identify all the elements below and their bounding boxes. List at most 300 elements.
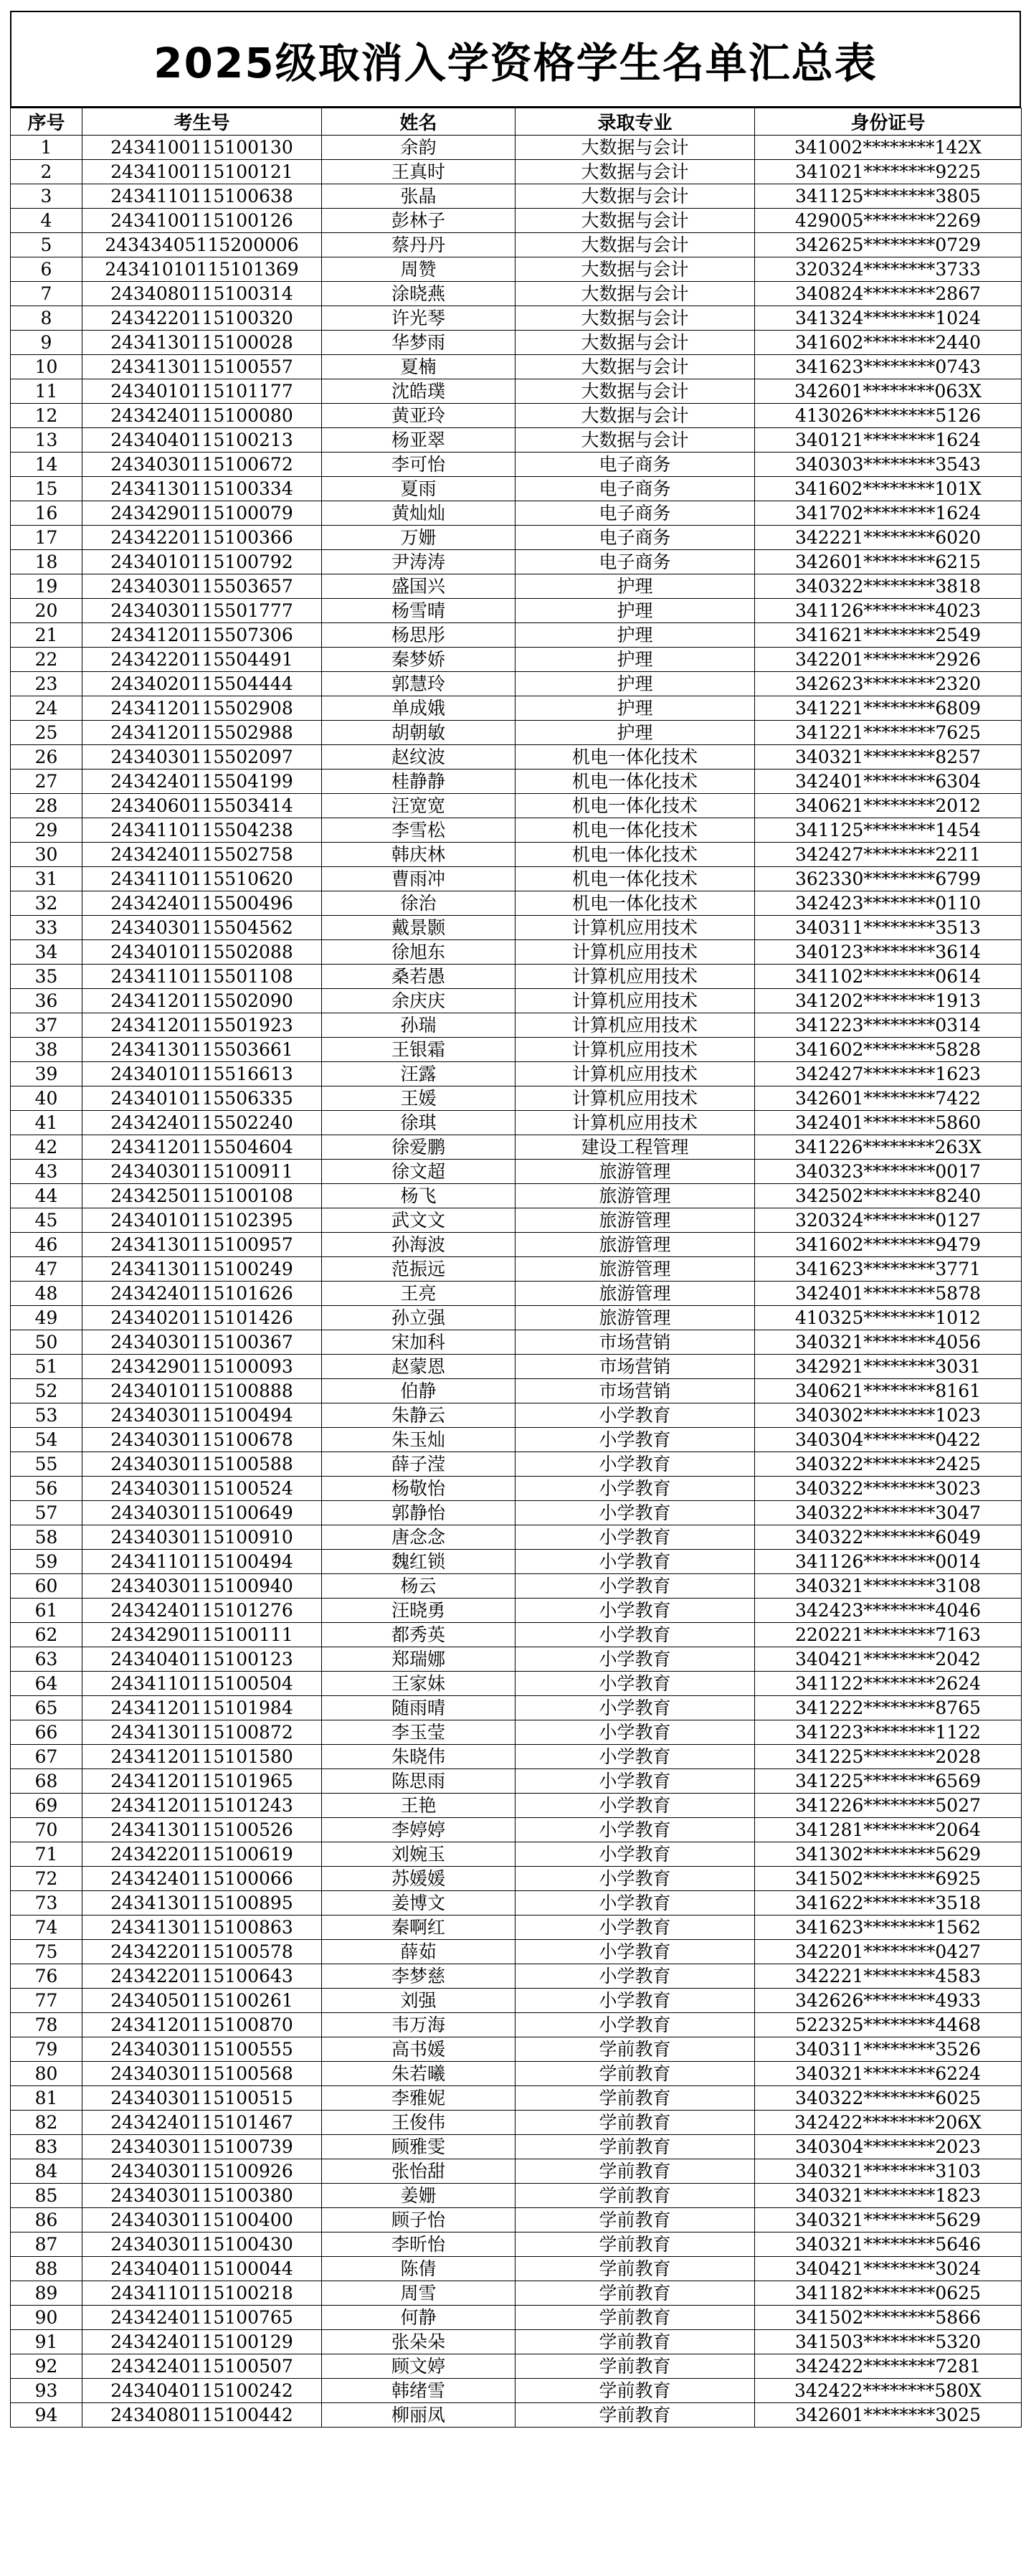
cell-name: 王银霜 [322,1038,516,1062]
table-row [11,1135,1022,1160]
cell-name: 郭慧玲 [322,672,516,696]
cell-major: 电子商务 [516,477,755,501]
cell-id-number: 340322********2425 [755,1452,1022,1477]
cell-name: 夏雨 [322,477,516,501]
cell-major: 护理 [516,696,755,721]
cell-name: 杨云 [322,1574,516,1599]
cell-exam-number: 2434110115510620 [82,867,322,891]
cell-index: 87 [11,2232,82,2257]
cell-index: 40 [11,1086,82,1111]
table-row [11,160,1022,184]
cell-major: 大数据与会计 [516,428,755,453]
cell-exam-number: 2434110115100218 [82,2281,322,2306]
cell-exam-number: 2434030115100911 [82,1160,322,1184]
cell-index: 64 [11,1672,82,1696]
cell-index: 12 [11,404,82,428]
cell-major: 机电一体化技术 [516,891,755,916]
cell-id-number: 341202********1913 [755,989,1022,1013]
cell-major: 学前教育 [516,2306,755,2330]
cell-major: 旅游管理 [516,1208,755,1233]
cell-major: 旅游管理 [516,1257,755,1282]
cell-index: 19 [11,574,82,599]
cell-index: 71 [11,1842,82,1867]
cell-major: 护理 [516,599,755,623]
cell-index: 18 [11,550,82,574]
cell-exam-number: 2434010115502088 [82,940,322,965]
cell-major: 学前教育 [516,2208,755,2232]
cell-exam-number: 2434030115100367 [82,1330,322,1355]
table-row [11,1794,1022,1818]
cell-name: 朱若曦 [322,2062,516,2086]
cell-major: 小学教育 [516,1672,755,1696]
cell-exam-number: 2434130115100334 [82,477,322,501]
table-row [11,940,1022,965]
table-row [11,136,1022,160]
cell-index: 83 [11,2135,82,2159]
table-row [11,2403,1022,2428]
table-row [11,1769,1022,1794]
cell-exam-number: 2434120115101965 [82,1769,322,1794]
cell-major: 大数据与会计 [516,379,755,404]
cell-id-number: 342201********0427 [755,1940,1022,1964]
cell-index: 67 [11,1745,82,1769]
page-title: 2025级取消入学资格学生名单汇总表 [10,11,1021,108]
cell-index: 15 [11,477,82,501]
table-row [11,184,1022,209]
table-row [11,404,1022,428]
cell-name: 唐念念 [322,1525,516,1550]
cell-id-number: 340302********1023 [755,1403,1022,1428]
cell-id-number: 341125********3805 [755,184,1022,209]
table-row [11,1013,1022,1038]
cell-exam-number: 2434110115100504 [82,1672,322,1696]
cell-major: 小学教育 [516,1916,755,1940]
cell-exam-number: 2434130115100249 [82,1257,322,1282]
table-row [11,843,1022,867]
cell-exam-number: 2434030115100739 [82,2135,322,2159]
cell-name: 蔡丹丹 [322,233,516,257]
cell-name: 李昕怡 [322,2232,516,2257]
table-row [11,1696,1022,1720]
cell-id-number: 341122********2624 [755,1672,1022,1696]
cell-id-number: 340321********1823 [755,2184,1022,2208]
table-row [11,1550,1022,1574]
cell-id-number: 342423********0110 [755,891,1022,916]
cell-id-number: 341225********2028 [755,1745,1022,1769]
cell-index: 48 [11,1282,82,1306]
cell-name: 涂晓燕 [322,282,516,306]
table-row [11,1111,1022,1135]
cell-id-number: 341223********1122 [755,1720,1022,1745]
cell-index: 26 [11,745,82,770]
cell-exam-number: 2434130115100557 [82,355,322,379]
cell-id-number: 340321********5629 [755,2208,1022,2232]
table-row [11,696,1022,721]
cell-major: 小学教育 [516,1696,755,1720]
cell-major: 小学教育 [516,1818,755,1842]
sheet [10,11,1021,2428]
cell-major: 护理 [516,574,755,599]
cell-exam-number: 2434240115100129 [82,2330,322,2354]
cell-index: 77 [11,1989,82,2013]
cell-name: 苏媛媛 [322,1867,516,1891]
cell-exam-number: 2434120115502988 [82,721,322,745]
cell-major: 大数据与会计 [516,404,755,428]
cell-exam-number: 2434120115501923 [82,1013,322,1038]
cell-id-number: 342422********580X [755,2379,1022,2403]
cell-index: 23 [11,672,82,696]
cell-index: 41 [11,1111,82,1135]
cell-index: 2 [11,160,82,184]
cell-id-number: 341226********5027 [755,1794,1022,1818]
cell-id-number: 340421********3024 [755,2257,1022,2281]
cell-major: 大数据与会计 [516,282,755,306]
cell-major: 学前教育 [516,2281,755,2306]
cell-name: 郭静怡 [322,1501,516,1525]
cell-index: 82 [11,2111,82,2135]
cell-exam-number: 2434030115100940 [82,1574,322,1599]
table-row [11,1428,1022,1452]
table-row [11,1672,1022,1696]
table-row [11,1403,1022,1428]
table-row [11,1379,1022,1403]
cell-id-number: 341281********2064 [755,1818,1022,1842]
cell-id-number: 341226********263X [755,1135,1022,1160]
table-row [11,1989,1022,2013]
cell-exam-number: 2434240115100765 [82,2306,322,2330]
table-row [11,721,1022,745]
cell-exam-number: 2434030115100494 [82,1403,322,1428]
cell-major: 大数据与会计 [516,160,755,184]
cell-index: 42 [11,1135,82,1160]
cell-id-number: 342601********063X [755,379,1022,404]
cell-exam-number: 2434040115100123 [82,1647,322,1672]
cell-index: 28 [11,794,82,818]
table-row [11,1818,1022,1842]
cell-name: 余庆庆 [322,989,516,1013]
cell-index: 89 [11,2281,82,2306]
header-exam-number: 考生号 [82,108,322,136]
cell-id-number: 320324********3733 [755,257,1022,282]
cell-id-number: 341602********2440 [755,331,1022,355]
cell-major: 小学教育 [516,1867,755,1891]
cell-major: 学前教育 [516,2354,755,2379]
cell-major: 旅游管理 [516,1184,755,1208]
cell-name: 陈倩 [322,2257,516,2281]
cell-exam-number: 2434040115100242 [82,2379,322,2403]
table-row [11,1038,1022,1062]
cell-exam-number: 2434030115100515 [82,2086,322,2111]
cell-id-number: 340304********0422 [755,1428,1022,1452]
table-row [11,282,1022,306]
cell-index: 74 [11,1916,82,1940]
cell-id-number: 341302********5629 [755,1842,1022,1867]
cell-id-number: 341182********0625 [755,2281,1022,2306]
cell-name: 随雨晴 [322,1696,516,1720]
cell-index: 29 [11,818,82,843]
header-id-number: 身份证号 [755,108,1022,136]
cell-index: 61 [11,1599,82,1623]
table-row [11,1745,1022,1769]
cell-exam-number: 2434030115100555 [82,2037,322,2062]
cell-index: 30 [11,843,82,867]
cell-major: 学前教育 [516,2379,755,2403]
cell-name: 张晶 [322,184,516,209]
cell-exam-number: 2434030115100649 [82,1501,322,1525]
cell-exam-number: 2434080115100442 [82,2403,322,2428]
cell-exam-number: 2434100115100121 [82,160,322,184]
table-row [11,989,1022,1013]
cell-index: 36 [11,989,82,1013]
cell-exam-number: 2434030115100430 [82,2232,322,2257]
cell-id-number: 341602********5828 [755,1038,1022,1062]
cell-exam-number: 2434220115100320 [82,306,322,331]
cell-name: 薛茹 [322,1940,516,1964]
cell-exam-number: 2434030115100672 [82,453,322,477]
cell-id-number: 342401********5878 [755,1282,1022,1306]
cell-name: 伯静 [322,1379,516,1403]
cell-id-number: 342601********3025 [755,2403,1022,2428]
cell-major: 计算机应用技术 [516,1038,755,1062]
table-row [11,2184,1022,2208]
cell-index: 75 [11,1940,82,1964]
table-row [11,1160,1022,1184]
cell-name: 李雪松 [322,818,516,843]
table-row [11,2232,1022,2257]
cell-name: 赵蒙恩 [322,1355,516,1379]
cell-exam-number: 2434010115516613 [82,1062,322,1086]
table-row [11,648,1022,672]
cell-exam-number: 2434220115100366 [82,526,322,550]
cell-major: 旅游管理 [516,1160,755,1184]
cell-name: 徐文超 [322,1160,516,1184]
cell-index: 46 [11,1233,82,1257]
table-row [11,2379,1022,2403]
cell-exam-number: 2434130115100863 [82,1916,322,1940]
cell-id-number: 340321********6224 [755,2062,1022,2086]
table-row [11,1306,1022,1330]
cell-major: 护理 [516,721,755,745]
cell-index: 78 [11,2013,82,2037]
cell-name: 夏楠 [322,355,516,379]
cell-id-number: 342626********4933 [755,1989,1022,2013]
cell-exam-number: 2434080115100314 [82,282,322,306]
table-row [11,1720,1022,1745]
cell-major: 学前教育 [516,2086,755,2111]
cell-name: 朱静云 [322,1403,516,1428]
cell-name: 姜姗 [322,2184,516,2208]
table-row [11,1599,1022,1623]
cell-major: 市场营销 [516,1330,755,1355]
cell-name: 杨雪晴 [322,599,516,623]
cell-exam-number: 2434040115100213 [82,428,322,453]
table-row [11,1257,1022,1282]
cell-exam-number: 2434120115101580 [82,1745,322,1769]
cell-id-number: 342401********6304 [755,770,1022,794]
cell-id-number: 341102********0614 [755,965,1022,989]
cell-major: 大数据与会计 [516,233,755,257]
cell-major: 机电一体化技术 [516,770,755,794]
cell-name: 朱晓伟 [322,1745,516,1769]
cell-index: 68 [11,1769,82,1794]
cell-id-number: 340322********3047 [755,1501,1022,1525]
cell-exam-number: 2434240115101276 [82,1599,322,1623]
cell-exam-number: 2434130115100872 [82,1720,322,1745]
cell-name: 韦万海 [322,2013,516,2037]
cell-exam-number: 2434110115100638 [82,184,322,209]
cell-index: 91 [11,2330,82,2354]
cell-name: 都秀英 [322,1623,516,1647]
table-row [11,1916,1022,1940]
cell-index: 14 [11,453,82,477]
table-row [11,1501,1022,1525]
cell-major: 学前教育 [516,2062,755,2086]
cell-name: 黄灿灿 [322,501,516,526]
table-row [11,2037,1022,2062]
cell-id-number: 341126********0014 [755,1550,1022,1574]
cell-id-number: 340321********8257 [755,745,1022,770]
cell-major: 市场营销 [516,1379,755,1403]
cell-index: 4 [11,209,82,233]
cell-exam-number: 2434010115101177 [82,379,322,404]
cell-name: 汪晓勇 [322,1599,516,1623]
cell-major: 旅游管理 [516,1233,755,1257]
cell-name: 李梦慈 [322,1964,516,1989]
cell-exam-number: 2434240115101467 [82,2111,322,2135]
cell-name: 杨飞 [322,1184,516,1208]
cell-index: 59 [11,1550,82,1574]
cell-exam-number: 2434240115100080 [82,404,322,428]
cell-exam-number: 2434100115100130 [82,136,322,160]
table-row [11,379,1022,404]
table-row [11,2330,1022,2354]
cell-id-number: 522325********4468 [755,2013,1022,2037]
cell-exam-number: 2434250115100108 [82,1184,322,1208]
table-row [11,2086,1022,2111]
cell-exam-number: 2434220115504491 [82,648,322,672]
cell-name: 徐琪 [322,1111,516,1135]
cell-name: 周雪 [322,2281,516,2306]
table-row [11,1355,1022,1379]
cell-name: 万姗 [322,526,516,550]
cell-index: 5 [11,233,82,257]
cell-major: 计算机应用技术 [516,1062,755,1086]
cell-index: 10 [11,355,82,379]
table-row [11,1330,1022,1355]
cell-exam-number: 2434120115502090 [82,989,322,1013]
table-row [11,1525,1022,1550]
cell-index: 54 [11,1428,82,1452]
cell-exam-number: 2434030115100524 [82,1477,322,1501]
table-row [11,2135,1022,2159]
cell-index: 35 [11,965,82,989]
table-row [11,2062,1022,2086]
table-row [11,2111,1022,2135]
cell-exam-number: 2434030115100588 [82,1452,322,1477]
cell-exam-number: 2434060115503414 [82,794,322,818]
cell-exam-number: 2434120115504604 [82,1135,322,1160]
cell-index: 70 [11,1818,82,1842]
cell-index: 7 [11,282,82,306]
cell-index: 90 [11,2306,82,2330]
cell-exam-number: 24341010115101369 [82,257,322,282]
table-row [11,1233,1022,1257]
cell-id-number: 342601********7422 [755,1086,1022,1111]
cell-index: 53 [11,1403,82,1428]
cell-exam-number: 2434020115101426 [82,1306,322,1330]
cell-index: 20 [11,599,82,623]
table-row [11,770,1022,794]
cell-major: 学前教育 [516,2257,755,2281]
cell-index: 43 [11,1160,82,1184]
cell-id-number: 341223********0314 [755,1013,1022,1038]
cell-exam-number: 2434290115100111 [82,1623,322,1647]
cell-exam-number: 2434120115101984 [82,1696,322,1720]
cell-exam-number: 2434030115502097 [82,745,322,770]
cell-id-number: 341623********1562 [755,1916,1022,1940]
cell-name: 王家妹 [322,1672,516,1696]
header-index: 序号 [11,108,82,136]
table-row [11,745,1022,770]
cell-id-number: 342921********3031 [755,1355,1022,1379]
cell-id-number: 342201********2926 [755,648,1022,672]
cell-name: 王真时 [322,160,516,184]
cell-name: 徐治 [322,891,516,916]
cell-exam-number: 2434010115102395 [82,1208,322,1233]
cell-name: 彭林子 [322,209,516,233]
cell-id-number: 340621********8161 [755,1379,1022,1403]
table-row [11,672,1022,696]
cell-index: 34 [11,940,82,965]
cell-major: 小学教育 [516,1428,755,1452]
cell-id-number: 413026********5126 [755,404,1022,428]
cell-exam-number: 2434030115100910 [82,1525,322,1550]
table-row [11,574,1022,599]
cell-major: 大数据与会计 [516,257,755,282]
cell-id-number: 341621********2549 [755,623,1022,648]
cell-name: 魏红锁 [322,1550,516,1574]
cell-major: 计算机应用技术 [516,1013,755,1038]
cell-name: 徐旭东 [322,940,516,965]
cell-id-number: 342423********4046 [755,1599,1022,1623]
cell-exam-number: 2434030115501777 [82,599,322,623]
cell-major: 计算机应用技术 [516,916,755,940]
cell-index: 76 [11,1964,82,1989]
cell-name: 许光琴 [322,306,516,331]
table-row [11,891,1022,916]
cell-id-number: 340304********2023 [755,2135,1022,2159]
cell-id-number: 341324********1024 [755,306,1022,331]
cell-major: 计算机应用技术 [516,1111,755,1135]
cell-exam-number: 2434120115100870 [82,2013,322,2037]
cell-id-number: 340123********3614 [755,940,1022,965]
cell-id-number: 340321********3108 [755,1574,1022,1599]
cell-major: 学前教育 [516,2184,755,2208]
table-row [11,2281,1022,2306]
table-row [11,1940,1022,1964]
cell-id-number: 341702********1624 [755,501,1022,526]
cell-index: 21 [11,623,82,648]
cell-name: 武文文 [322,1208,516,1233]
table-row [11,501,1022,526]
table-row [11,1867,1022,1891]
cell-major: 机电一体化技术 [516,794,755,818]
cell-index: 66 [11,1720,82,1745]
table-row [11,2208,1022,2232]
cell-index: 25 [11,721,82,745]
cell-name: 李玉莹 [322,1720,516,1745]
cell-id-number: 340421********2042 [755,1647,1022,1672]
